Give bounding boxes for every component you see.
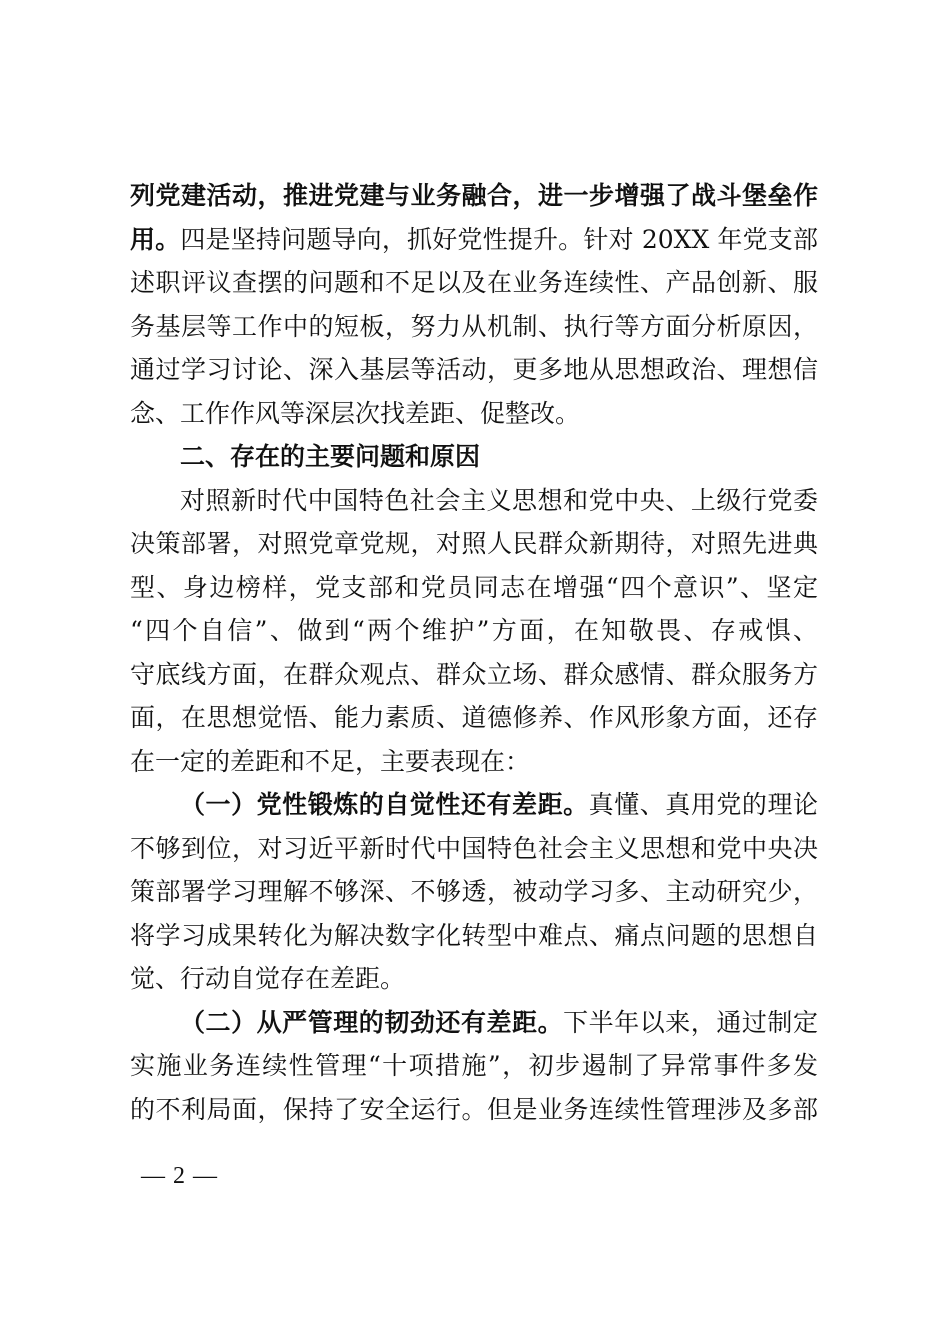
text-line: 将学习成果转化为解决数字化转型中难点、痛点问题的思想自 — [130, 920, 818, 950]
text-line: 守底线方面，在群众观点、群众立场、群众感情、群众服务方 — [130, 659, 818, 689]
text-line: “四个自信”、做到“两个维护”方面，在知敬畏、存戒惧、 — [130, 616, 818, 645]
text-line: 策部署学习理解不够深、不够透，被动学习多、主动研究少， — [130, 877, 818, 906]
text-line — [130, 174, 818, 218]
text-line: 务基层等工作中的短板，努力从机制、执行等方面分析原因， — [130, 311, 818, 341]
text-line — [130, 218, 818, 262]
text-line — [130, 1001, 818, 1045]
body-text: 下半年以来，通过制定 — [563, 1007, 818, 1037]
body-text: 四是坚持问题导向，抓好党性提升。针对 20XX 年党支部 — [180, 224, 818, 254]
text-line: 在一定的差距和不足，主要表现在： — [130, 746, 531, 776]
text-line: 实施业务连续性管理“十项措施”，初步遏制了异常事件多发 — [130, 1051, 818, 1080]
subheading-text: （二）从严管理的韧劲还有差距。 — [180, 1007, 564, 1037]
text-line: 对照新时代中国特色社会主义思想和党中央、上级行党委 — [180, 485, 818, 515]
subheading-text: （一）党性锻炼的自觉性还有差距。 — [180, 790, 589, 819]
text-line: 通过学习讨论、深入基层等活动，更多地从思想政治、理想信 — [130, 355, 818, 384]
text-line: 觉、行动自觉存在差距。 — [130, 964, 406, 993]
text-line: 念、工作作风等深层次找差距、促整改。 — [130, 398, 581, 428]
section-heading: 二、存在的主要问题和原因 — [180, 442, 481, 471]
document-body — [130, 174, 818, 1131]
text-line: 的不利局面，保持了安全运行。但是业务连续性管理涉及多部 — [130, 1094, 818, 1124]
text-line — [130, 783, 818, 827]
body-text: 真懂、真用党的理论 — [588, 790, 818, 819]
text-line: 不够到位，对习近平新时代中国特色社会主义思想和党中央决 — [130, 833, 818, 863]
text-line: 型、身边榜样，党支部和党员同志在增强“四个意识”、坚定 — [130, 572, 818, 602]
bold-text: 用。 — [130, 224, 181, 254]
page-number: — 2 — — [141, 1163, 218, 1189]
text-line: 决策部署，对照党章党规，对照人民群众新期待，对照先进典 — [130, 529, 818, 558]
bold-text: 列党建活动，推进党建与业务融合，进一步增强了战斗堡垒作 — [130, 181, 818, 210]
text-line: 面，在思想觉悟、能力素质、道德修养、作风形象方面，还存 — [130, 703, 818, 732]
text-line: 述职评议查摆的问题和不足以及在业务连续性、产品创新、服 — [130, 268, 818, 297]
